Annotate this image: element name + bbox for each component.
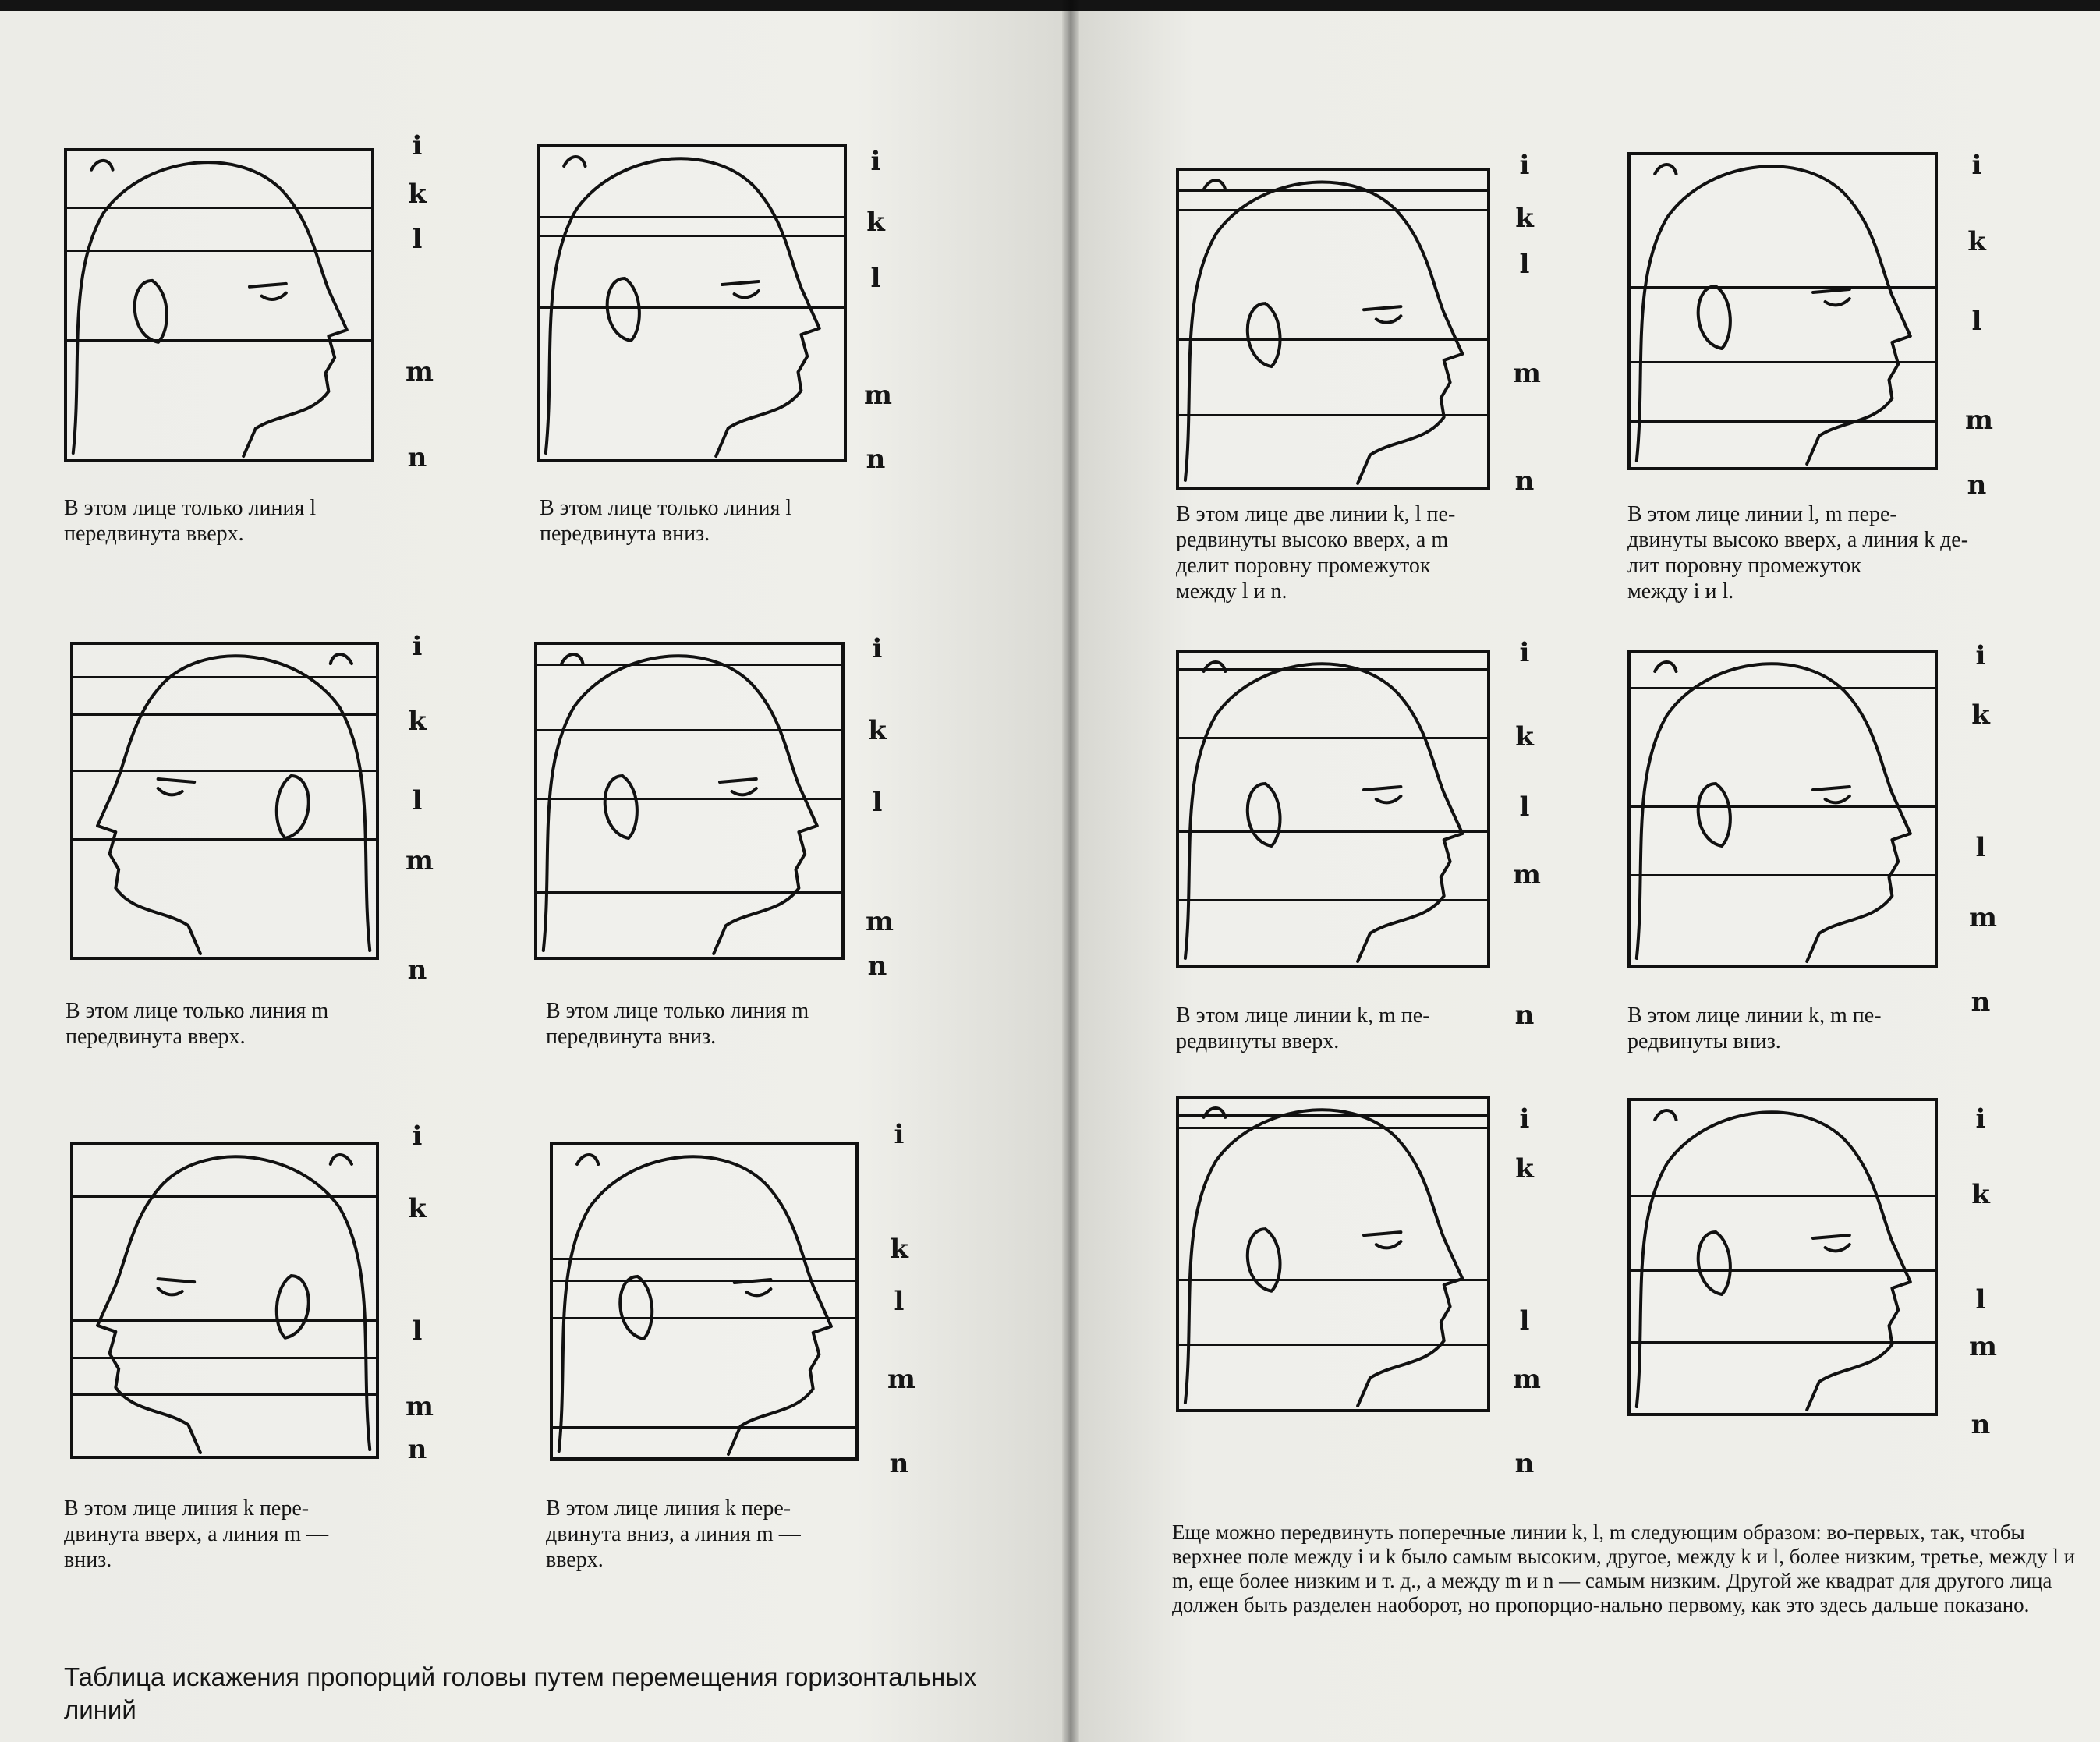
top-shadow xyxy=(0,0,2100,11)
head-outline xyxy=(1185,1108,1463,1406)
figure-caption: В этом лице линия k пере- двинута вверх, а линия m — вниз. xyxy=(64,1496,329,1572)
line-letter-m: m xyxy=(887,1364,915,1395)
line-letter-m: m xyxy=(405,356,434,388)
head-outline xyxy=(544,654,817,954)
head-profile-drawing xyxy=(537,645,841,957)
line-letter-k: k xyxy=(890,1234,908,1265)
bottom-note: Еще можно передвинуть поперечные линии k, l, m следующим образом: во-первых, так, чтобы верхнее поле между i и k было самым высоким, другое, между k и l, более низким, третье, между l и m, еще более низким и т. д., а между m и n — самым низким. Другой же квадрат для другого лица должен быть разделен наоборот, но пропорцио-нально первому, как это здесь дальше показано. xyxy=(1172,1521,2076,1616)
head-outline xyxy=(546,157,820,456)
head-outline xyxy=(1185,180,1463,483)
line-letter-n: n xyxy=(1514,1448,1535,1479)
line-letter-l: l xyxy=(870,263,881,294)
line-letter-k: k xyxy=(1515,721,1534,752)
line-letter-n: n xyxy=(867,951,887,982)
head-profile-drawing xyxy=(73,645,376,957)
figure-caption: В этом лице линии k, m пе- редвинуты вверх. xyxy=(1176,1004,1430,1053)
line-letter-i: i xyxy=(1975,1103,1986,1135)
line-letter-k: k xyxy=(1971,1179,1990,1210)
head-profile-drawing xyxy=(1631,1101,1935,1413)
head-outline xyxy=(1637,662,1911,961)
figure-caption: В этом лице две линии k, l пе- редвинуты высоко вверх, а m делит поровну промежуток между l и n. xyxy=(1176,502,1456,604)
line-letter-m: m xyxy=(405,1391,434,1422)
line-letter-m: m xyxy=(864,380,892,411)
line-letter-l: l xyxy=(1519,791,1530,823)
head-profile-drawing xyxy=(67,151,371,459)
figure-caption: В этом лице линия k пере- двинута вниз, а линия m — вверх. xyxy=(546,1496,801,1572)
table-caption: Таблица искажения пропорций головы путем перемещения горизонтальных линий xyxy=(64,1662,977,1724)
line-letter-k: k xyxy=(408,706,427,737)
line-letter-l: l xyxy=(1519,1305,1530,1337)
line-letter-k: k xyxy=(1967,226,1986,257)
line-letter-m: m xyxy=(1969,902,1997,933)
line-letter-i: i xyxy=(1519,637,1530,668)
grid-square xyxy=(1627,1098,1938,1416)
head-outline xyxy=(73,161,347,456)
line-letter-m: m xyxy=(1513,1364,1541,1395)
line-letter-k: k xyxy=(1515,203,1534,234)
head-profile-drawing xyxy=(1179,171,1487,487)
head-profile-drawing xyxy=(540,147,844,459)
grid-square xyxy=(1627,650,1938,968)
line-letter-m: m xyxy=(1965,405,1993,436)
line-letter-k: k xyxy=(1515,1153,1534,1184)
head-outline xyxy=(1185,662,1463,961)
head-profile-drawing xyxy=(1179,653,1487,965)
line-letter-m: m xyxy=(866,906,894,937)
line-letter-l: l xyxy=(412,1315,423,1347)
line-letter-i: i xyxy=(1519,1103,1530,1135)
grid-square xyxy=(1627,152,1938,470)
head-profile-drawing xyxy=(73,1145,376,1456)
head-outline xyxy=(97,654,370,954)
head-outline xyxy=(559,1155,831,1454)
figure-caption: В этом лице только линия l передвинута вниз. xyxy=(540,496,792,546)
line-letter-n: n xyxy=(1514,1000,1535,1031)
line-letter-l: l xyxy=(1975,832,1986,863)
line-letter-m: m xyxy=(1513,859,1541,890)
line-letter-l: l xyxy=(412,224,423,255)
line-letter-n: n xyxy=(1514,466,1535,497)
line-letter-i: i xyxy=(1975,640,1986,671)
line-letter-i: i xyxy=(1519,150,1530,181)
figure-caption: В этом лице линии l, m пере- двинуты высоко вверх, а линия k де- лит поровну промежуток между i и l. xyxy=(1627,502,1969,604)
grid-square xyxy=(70,1142,379,1459)
line-letter-k: k xyxy=(408,1193,427,1224)
line-letter-m: m xyxy=(1969,1331,1997,1362)
line-letter-i: i xyxy=(872,633,883,664)
line-letter-i: i xyxy=(412,1121,423,1152)
figure-caption: В этом лице только линия m передвинута вверх. xyxy=(66,999,329,1049)
head-profile-drawing xyxy=(1631,653,1935,965)
head-outline xyxy=(97,1155,370,1453)
head-profile-drawing xyxy=(1179,1099,1487,1409)
line-letter-m: m xyxy=(405,845,434,876)
grid-square xyxy=(537,144,847,462)
head-outline xyxy=(1637,1110,1911,1410)
figure-caption: В этом лице только линия m передвинута вниз. xyxy=(546,999,809,1049)
head-profile-drawing xyxy=(1631,155,1935,467)
line-letter-i: i xyxy=(1971,150,1982,181)
line-letter-n: n xyxy=(1971,1409,1991,1440)
line-letter-n: n xyxy=(889,1448,909,1479)
line-letter-m: m xyxy=(1513,358,1541,389)
line-letter-i: i xyxy=(412,631,423,662)
grid-square xyxy=(550,1142,859,1461)
line-letter-n: n xyxy=(407,442,427,473)
line-letter-i: i xyxy=(870,146,881,177)
line-letter-i: i xyxy=(412,130,423,161)
grid-square xyxy=(1176,168,1490,490)
grid-square xyxy=(1176,1096,1490,1412)
book-spine xyxy=(1062,0,1079,1742)
line-letter-l: l xyxy=(894,1286,905,1317)
line-letter-k: k xyxy=(1971,699,1990,731)
line-letter-k: k xyxy=(866,207,885,238)
line-letter-k: k xyxy=(868,715,887,746)
figure-caption: В этом лице только линия l передвинута вверх. xyxy=(64,496,317,546)
line-letter-k: k xyxy=(408,179,427,210)
line-letter-n: n xyxy=(407,954,427,986)
head-profile-drawing xyxy=(553,1145,855,1457)
head-outline xyxy=(1637,165,1911,464)
line-letter-n: n xyxy=(407,1434,427,1465)
line-letter-l: l xyxy=(1975,1284,1986,1315)
grid-square xyxy=(70,642,379,960)
line-letter-l: l xyxy=(1519,249,1530,280)
grid-square xyxy=(534,642,845,960)
figure-caption: В этом лице линии k, m пе- редвинуты вниз. xyxy=(1627,1004,1882,1053)
line-letter-l: l xyxy=(872,787,883,818)
grid-square xyxy=(1176,650,1490,968)
grid-square xyxy=(64,148,374,462)
line-letter-i: i xyxy=(894,1119,905,1150)
line-letter-l: l xyxy=(1971,306,1982,337)
line-letter-n: n xyxy=(1967,469,1987,501)
line-letter-n: n xyxy=(866,444,886,475)
line-letter-n: n xyxy=(1971,986,1991,1018)
line-letter-l: l xyxy=(412,785,423,816)
